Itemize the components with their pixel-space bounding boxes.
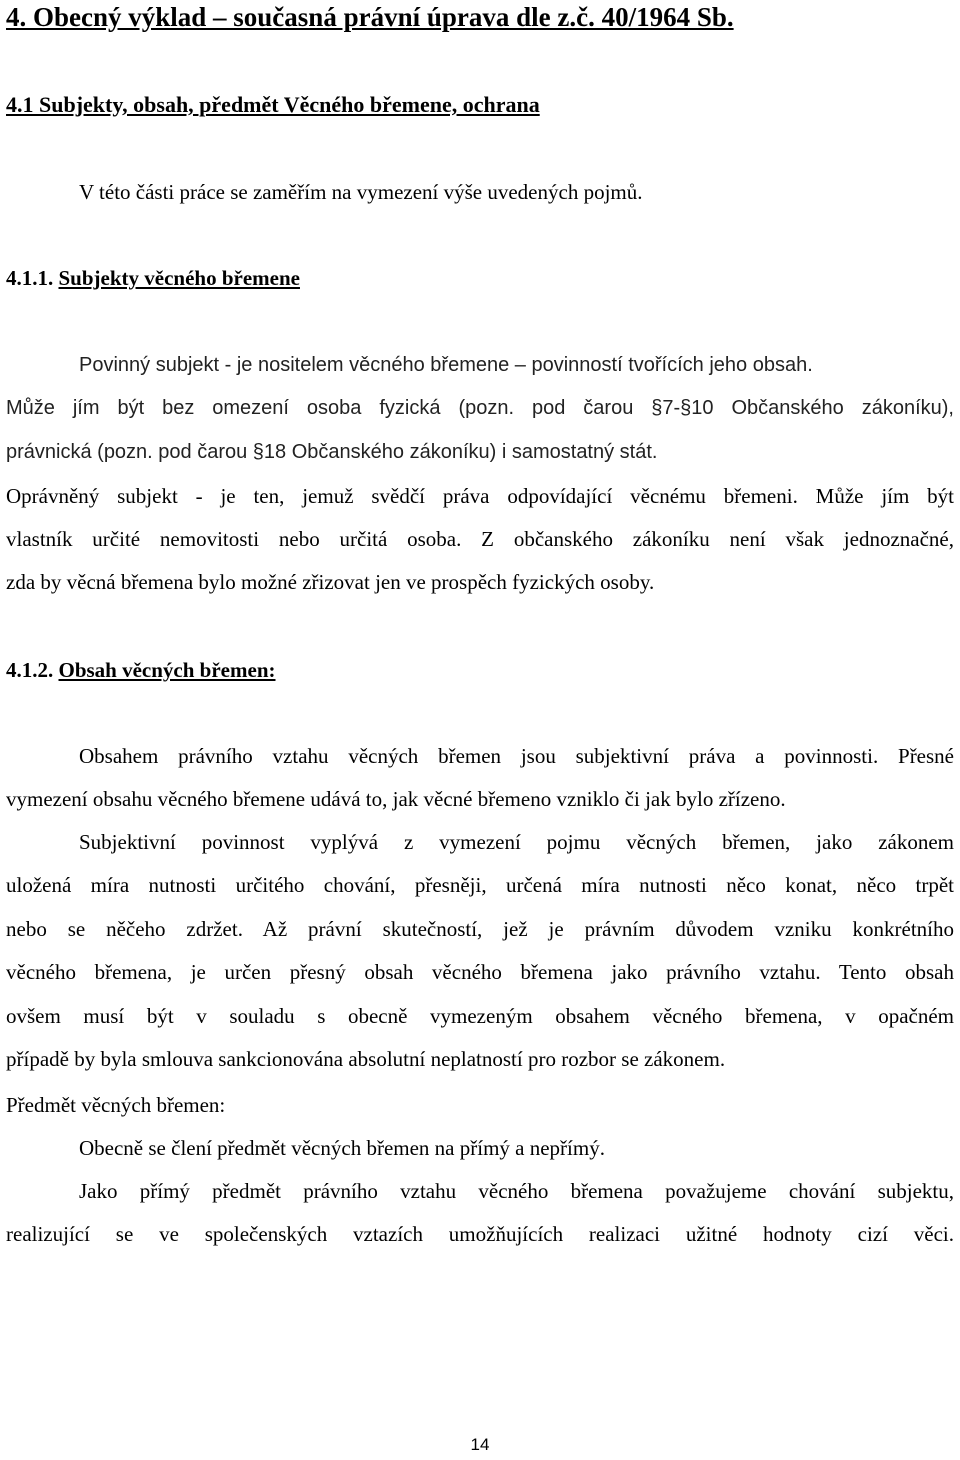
paragraph-line: Obecně se člení předmět věcných břemen na přímý a nepřímý.	[79, 1136, 605, 1160]
paragraph-line: případě by byla smlouva sankcionována absolutní neplatností pro rozbor se zákonem.	[6, 1047, 726, 1071]
subsection-1-number: 4.1.1.	[6, 266, 54, 290]
paragraph-line: Povinný subjekt - je nositelem věcného břemene – povinností tvořících jeho obsah.	[79, 354, 813, 376]
subsection-1-title: Subjekty věcného břemene	[58, 266, 300, 290]
paragraph-line: ovšem musí být v souladu s obecně vymezeným obsahem věcného břemena, v opačném	[6, 1004, 954, 1028]
paragraph-line: Může jím být bez omezení osoba fyzická (pozn. pod čarou §7-§10 Občanského zákoníku),	[6, 397, 954, 419]
paragraph-line: Jako přímý předmět právního vztahu věcného břemena považujeme chování subjektu,	[79, 1179, 954, 1203]
page-number: 14	[470, 1435, 490, 1454]
paragraph-line: uložená míra nutnosti určitého chování, přesněji, určená míra nutnosti něco konat, něco trpět	[6, 873, 954, 897]
subsection-heading-1	[6, 266, 300, 291]
paragraph-line: vymezení obsahu věcného břemene udává to, jak věcné břemeno vzniklo či jak bylo zřízeno.	[6, 787, 786, 811]
paragraph-line: nebo se něčeho zdržet. Až právní skutečností, jež je právním důvodem vzniku konkrétního	[6, 917, 954, 941]
paragraph-line: Subjektivní povinnost vyplývá z vymezení pojmu věcných břemen, jako zákonem	[79, 830, 954, 854]
subsection-2-title: Obsah věcných břemen:	[58, 658, 276, 682]
intro-paragraph: V této části práce se zaměřím na vymezení výše uvedených pojmů.	[79, 180, 643, 204]
paragraph-line: realizující se ve společenských vztazích umožňujících realizaci užitné hodnoty cizí věci.	[6, 1222, 954, 1246]
subsection-heading-2	[6, 658, 276, 683]
paragraph-line: Obsahem právního vztahu věcných břemen jsou subjektivní práva a povinnosti. Přesné	[79, 744, 954, 768]
paragraph-line: zda by věcná břemena bylo možné zřizovat jen ve prospěch fyzických osoby.	[6, 570, 655, 594]
chapter-heading: 4. Obecný výklad – současná právní úprava dle z.č. 40/1964 Sb.	[6, 2, 734, 32]
paragraph-line: Předmět věcných břemen:	[6, 1093, 226, 1117]
paragraph-line: právnická (pozn. pod čarou §18 Občanského zákoníku) i samostatný stát.	[6, 441, 658, 463]
paragraph-line: věcného břemena, je určen přesný obsah věcného břemena jako právního vztahu. Tento obsah	[6, 960, 954, 984]
paragraph-line: Oprávněný subjekt - je ten, jemuž svědčí práva odpovídající věcnému břemeni. Může jím být	[6, 484, 954, 508]
paragraph-line: vlastník určité nemovitosti nebo určitá osoba. Z občanského zákoníku není však jednoznačné,	[6, 527, 954, 551]
section-heading: 4.1 Subjekty, obsah, předmět Věcného břemene, ochrana	[6, 92, 540, 117]
subsection-2-number: 4.1.2.	[6, 658, 54, 682]
